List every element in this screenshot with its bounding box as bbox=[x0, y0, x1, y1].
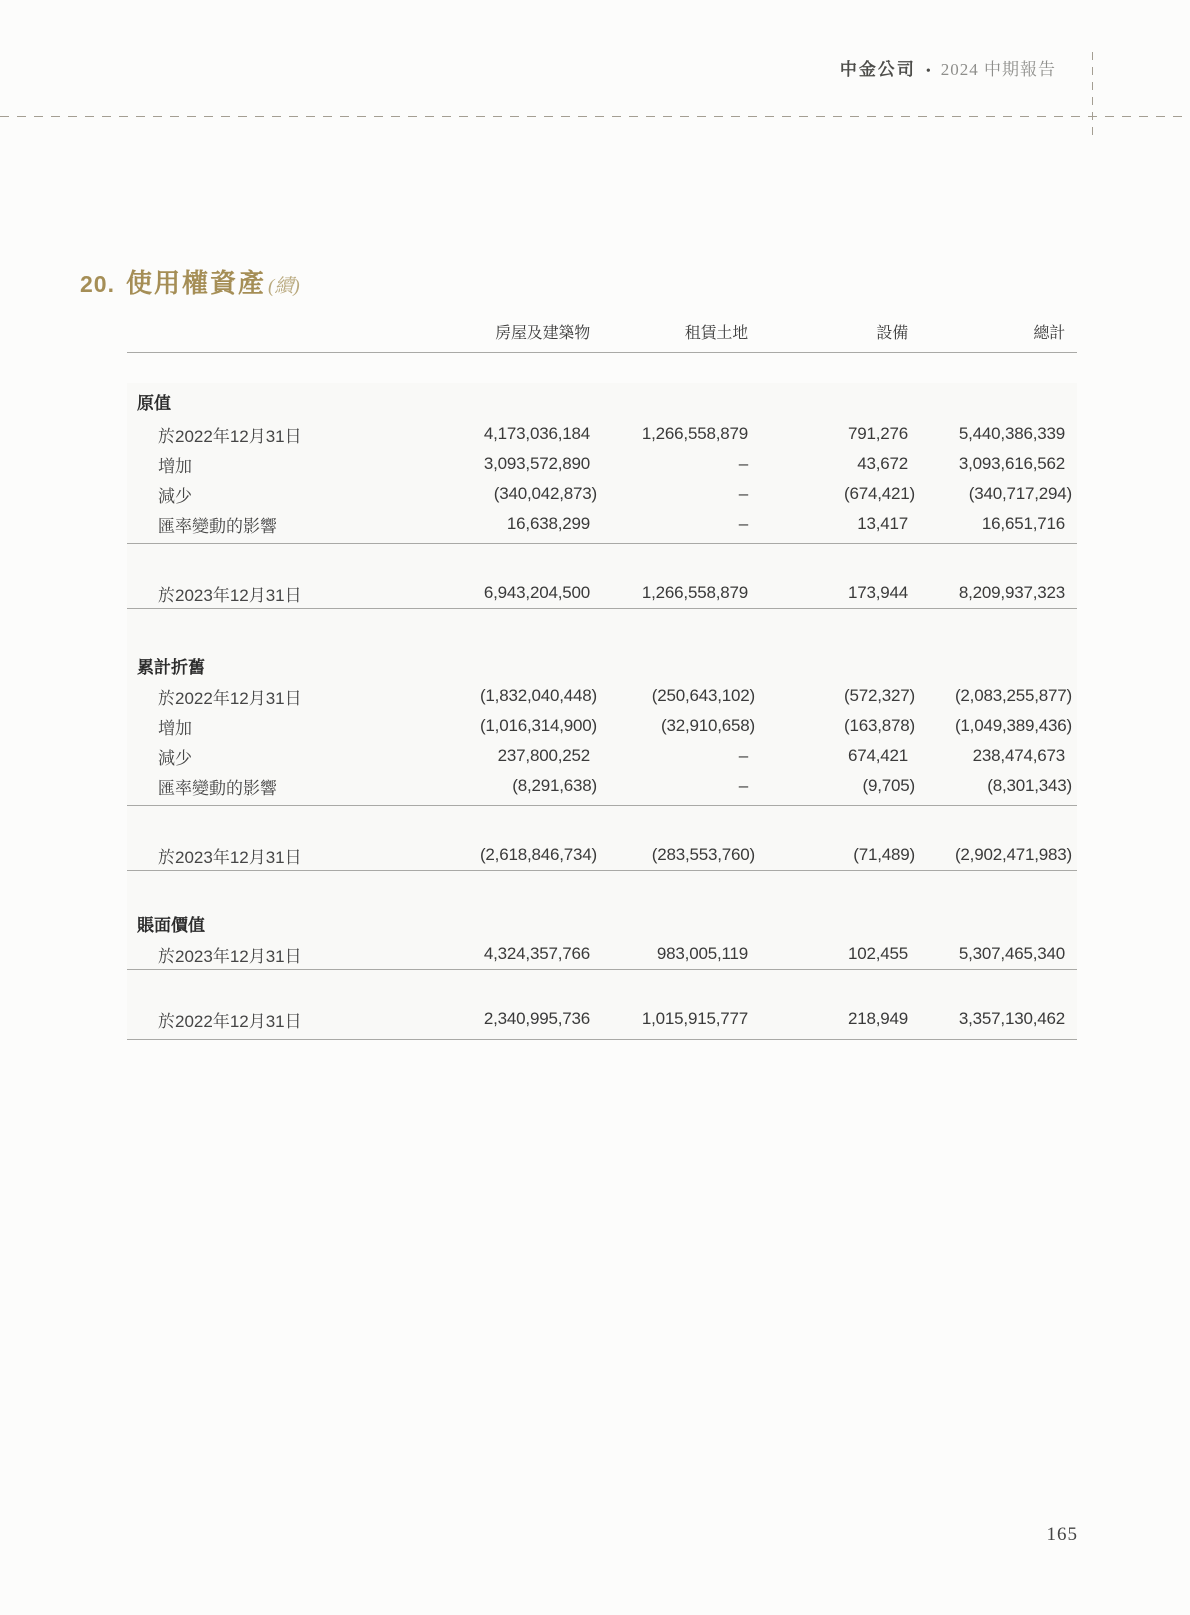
row-label: 增加 bbox=[158, 718, 192, 738]
table-row bbox=[127, 741, 1077, 771]
row-label: 增加 bbox=[158, 456, 192, 476]
section-row-carrying-amount: 賬面價值 bbox=[137, 915, 205, 935]
cell: (1,049,389,436) bbox=[954, 716, 1072, 735]
cell: 16,638,299 bbox=[506, 514, 590, 533]
cell: 173,944 bbox=[847, 583, 908, 602]
table-rule bbox=[127, 1039, 1077, 1040]
table-rule bbox=[127, 969, 1077, 970]
table-row bbox=[127, 939, 1077, 969]
table-row bbox=[127, 479, 1077, 509]
column-header-leased-land: 租賃土地 bbox=[684, 325, 748, 342]
cell: (32,910,658) bbox=[660, 716, 755, 735]
table-row bbox=[127, 681, 1077, 711]
column-header-equipment: 設備 bbox=[876, 325, 908, 342]
table-row bbox=[127, 771, 1077, 801]
table-total-row bbox=[127, 578, 1077, 608]
row-label: 減少 bbox=[158, 748, 192, 768]
row-label: 匯率變動的影響 bbox=[158, 778, 277, 798]
bullet-separator-icon: • bbox=[925, 64, 931, 79]
row-label: 於2023年12月31日 bbox=[158, 847, 302, 867]
cell: 218,949 bbox=[847, 1009, 908, 1028]
page-header bbox=[0, 57, 1056, 83]
row-label: 減少 bbox=[158, 486, 192, 506]
table-row bbox=[127, 711, 1077, 741]
column-header-buildings: 房屋及建築物 bbox=[495, 325, 590, 342]
table-rule bbox=[127, 805, 1077, 806]
cell: 8,209,937,323 bbox=[958, 583, 1065, 602]
cell: 102,455 bbox=[847, 944, 908, 963]
rou-assets-table bbox=[127, 310, 1077, 1040]
table-row bbox=[127, 1004, 1077, 1034]
table-row bbox=[127, 509, 1077, 539]
cell: 43,672 bbox=[857, 454, 908, 473]
page-number: 165 bbox=[1046, 1524, 1078, 1545]
table-row bbox=[127, 449, 1077, 479]
cell: 5,440,386,339 bbox=[958, 424, 1065, 443]
cell: 3,093,616,562 bbox=[958, 454, 1065, 473]
cell: – bbox=[738, 776, 748, 795]
table-header-row bbox=[127, 310, 1077, 353]
report-title: 2024 中期報告 bbox=[940, 60, 1056, 79]
cell: (2,618,846,734) bbox=[479, 845, 597, 864]
cell: (163,878) bbox=[844, 716, 915, 735]
cell: 791,276 bbox=[847, 424, 908, 443]
row-label: 於2022年12月31日 bbox=[158, 688, 302, 708]
horizontal-dashed-rule bbox=[0, 116, 1190, 117]
cell: (71,489) bbox=[853, 845, 915, 864]
section-number: 20. bbox=[80, 271, 115, 297]
cell: (8,301,343) bbox=[987, 776, 1072, 795]
vertical-dashed-rule bbox=[1092, 52, 1093, 138]
cell: 16,651,716 bbox=[981, 514, 1065, 533]
cell: 237,800,252 bbox=[497, 746, 590, 765]
cell: (1,016,314,900) bbox=[479, 716, 597, 735]
cell: 3,093,572,890 bbox=[483, 454, 590, 473]
cell: 1,015,915,777 bbox=[641, 1009, 748, 1028]
cell: 3,357,130,462 bbox=[958, 1009, 1065, 1028]
cell: 4,324,357,766 bbox=[483, 944, 590, 963]
row-label: 於2022年12月31日 bbox=[158, 1011, 302, 1031]
table-body bbox=[127, 383, 1077, 1040]
cell: 4,173,036,184 bbox=[483, 424, 590, 443]
cell: (9,705) bbox=[862, 776, 915, 795]
cell: (1,832,040,448) bbox=[479, 686, 597, 705]
cell: (340,042,873) bbox=[493, 484, 597, 503]
cell: 674,421 bbox=[847, 746, 908, 765]
cell: 5,307,465,340 bbox=[958, 944, 1065, 963]
cell: 2,340,995,736 bbox=[483, 1009, 590, 1028]
section-heading bbox=[80, 263, 300, 300]
cell: 238,474,673 bbox=[972, 746, 1065, 765]
cell: 983,005,119 bbox=[656, 944, 748, 963]
cell: (2,083,255,877) bbox=[954, 686, 1072, 705]
cell: 1,266,558,879 bbox=[641, 583, 748, 602]
cell: (340,717,294) bbox=[968, 484, 1072, 503]
table-total-row bbox=[127, 840, 1077, 870]
table-rule bbox=[127, 608, 1077, 609]
cell: 1,266,558,879 bbox=[641, 424, 748, 443]
cell: – bbox=[738, 484, 748, 503]
cell: 13,417 bbox=[857, 514, 908, 533]
cell: (2,902,471,983) bbox=[954, 845, 1072, 864]
section-continued-label: (續) bbox=[268, 276, 300, 297]
section-row-depreciation: 累計折舊 bbox=[137, 657, 205, 677]
table-row bbox=[127, 419, 1077, 449]
cell: – bbox=[738, 514, 748, 533]
cell: (572,327) bbox=[844, 686, 915, 705]
cell: (674,421) bbox=[844, 484, 915, 503]
cell: 6,943,204,500 bbox=[483, 583, 590, 602]
company-name: 中金公司 bbox=[839, 60, 916, 79]
column-header-total: 總計 bbox=[1033, 325, 1065, 342]
cell: – bbox=[738, 454, 748, 473]
cell: – bbox=[738, 746, 748, 765]
row-label: 於2022年12月31日 bbox=[158, 426, 302, 446]
table-rule bbox=[127, 870, 1077, 871]
table-rule bbox=[127, 543, 1077, 544]
cell: (250,643,102) bbox=[651, 686, 755, 705]
row-label: 於2023年12月31日 bbox=[158, 946, 302, 966]
row-label: 匯率變動的影響 bbox=[158, 516, 277, 536]
section-title: 使用權資產 bbox=[125, 268, 266, 298]
section-row-cost: 原值 bbox=[137, 393, 171, 413]
cell: (283,553,760) bbox=[651, 845, 755, 864]
row-label: 於2023年12月31日 bbox=[158, 585, 302, 605]
cell: (8,291,638) bbox=[512, 776, 597, 795]
